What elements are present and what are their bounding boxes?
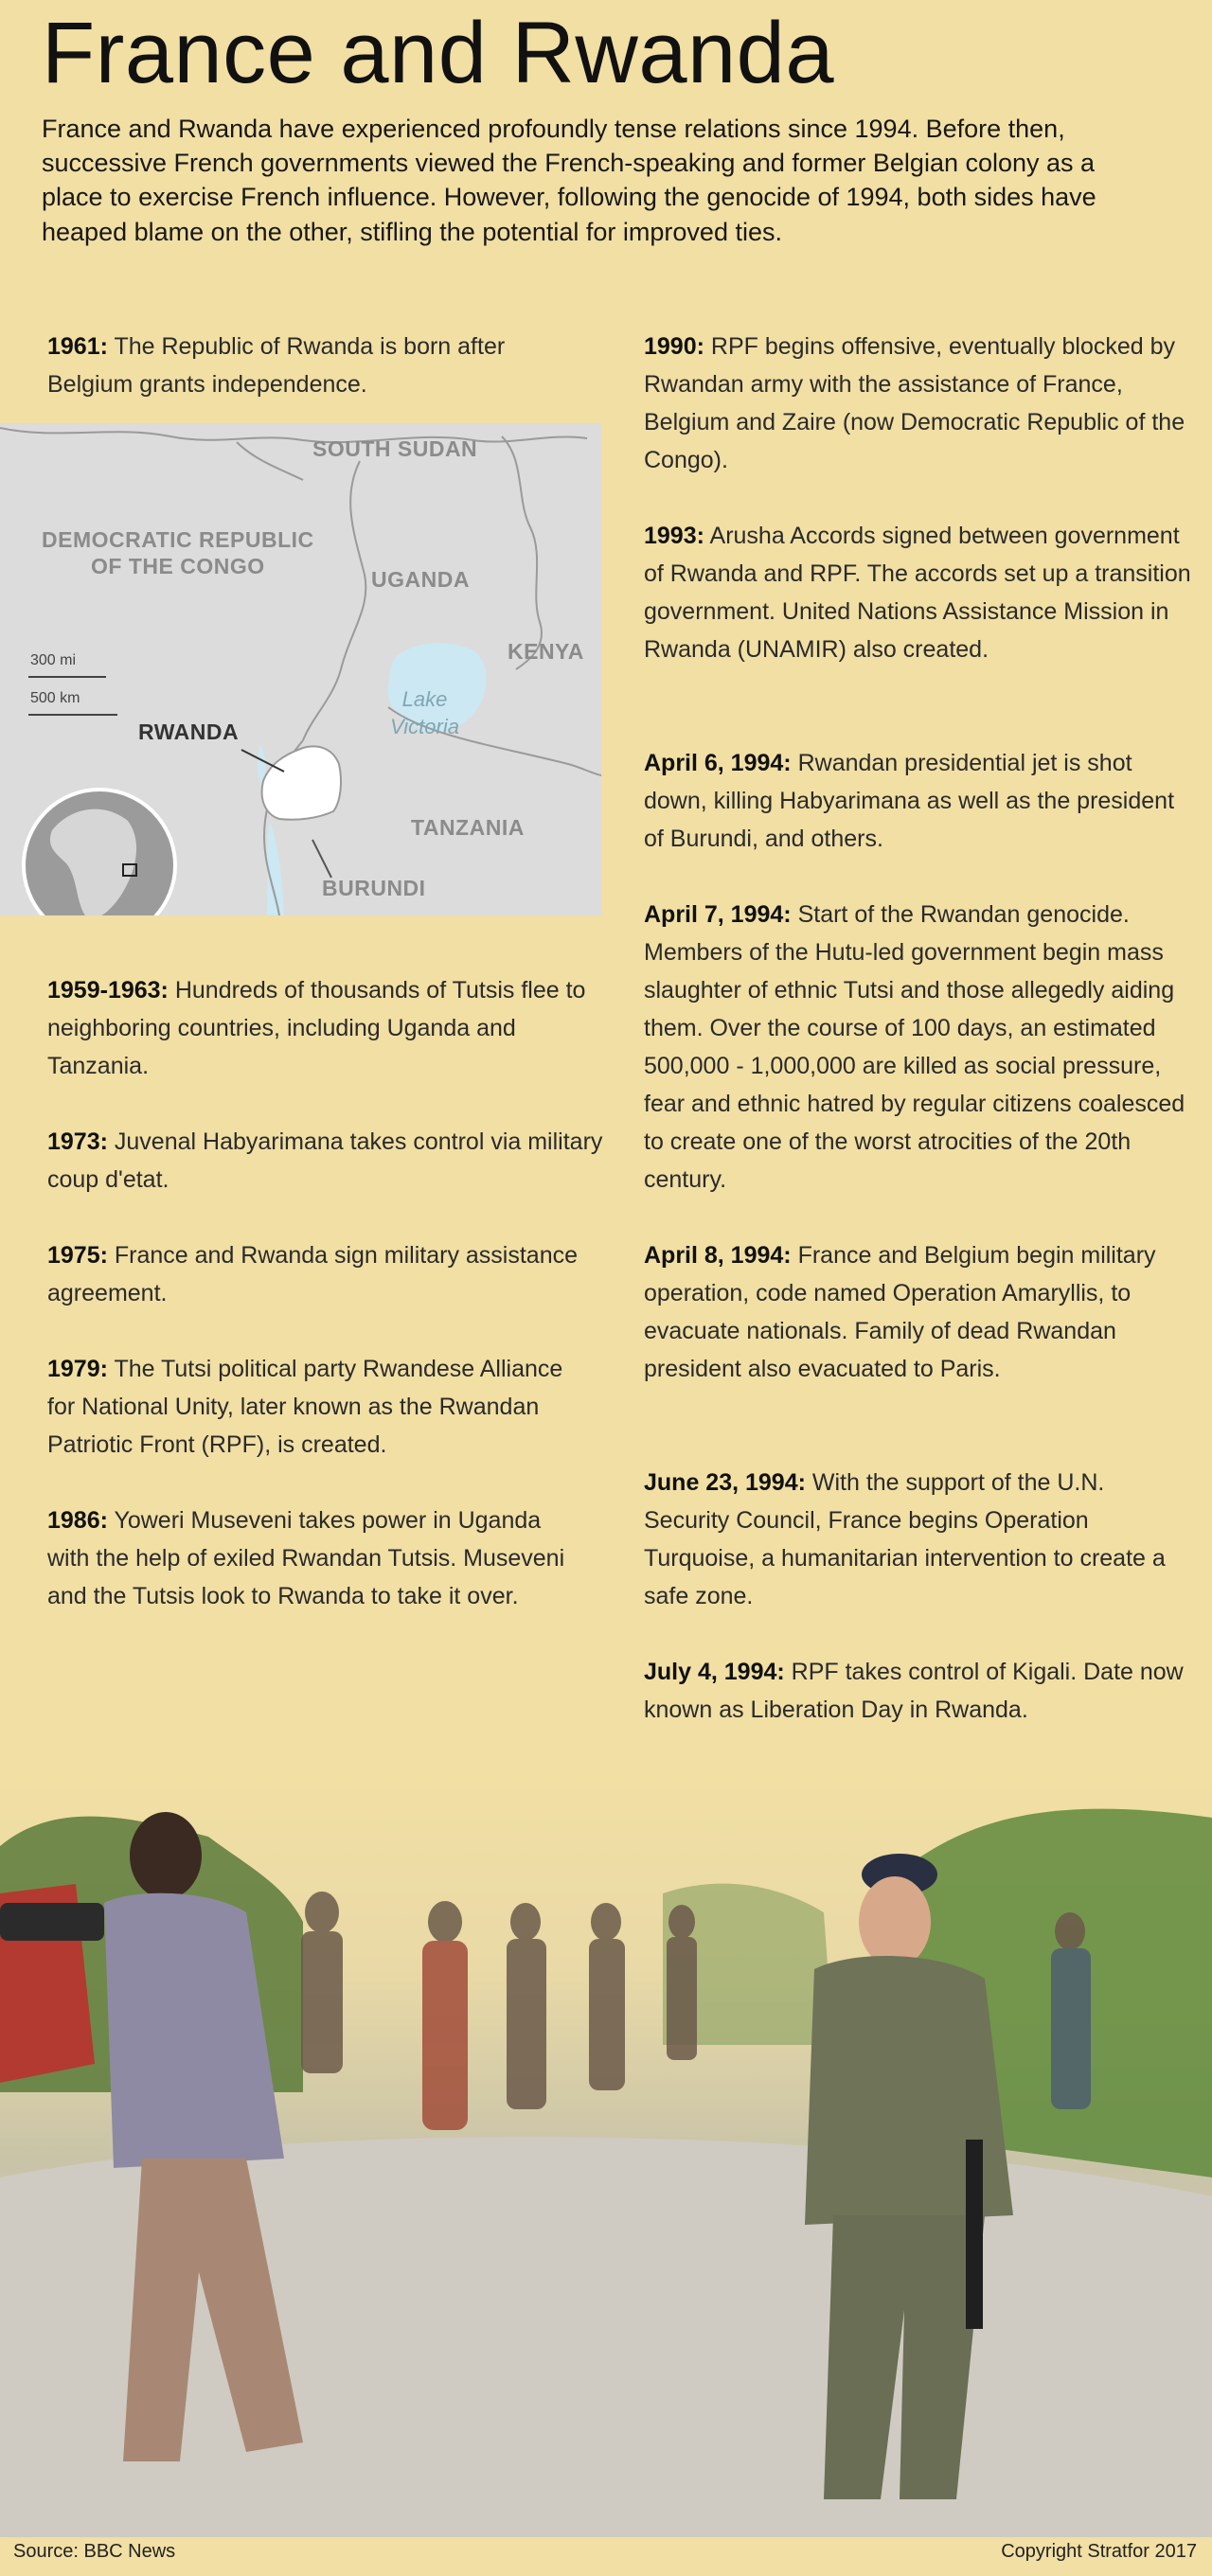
timeline-entry-1990 [644,328,1193,479]
entry-year: 1961: [47,333,108,360]
entry-year: 1986: [47,1507,108,1534]
label-kenya: KENYA [508,639,584,664]
entry-year: 1959-1963: [47,977,169,1004]
entry-text: France and Rwanda sign military assistance agreement. [47,1242,579,1306]
entry-year: April 8, 1994: [644,1242,792,1269]
label-drc: DEMOCRATIC REPUBLIC OF THE CONGO [42,527,314,578]
scale-label-km: 500 km [30,690,80,706]
entry-text: With the support of the U.N. Security Council, France begins Operation Turquoise, a humanitarian intervention to create a safe zone. [644,1469,1166,1609]
entry-year: 1975: [47,1242,108,1269]
entry-year: April 7, 1994: [644,901,792,928]
entry-year: July 4, 1994: [644,1659,785,1685]
entry-year: April 6, 1994: [644,750,792,776]
entry-text: Juvenal Habyarimana takes control via military coup d'etat. [47,1128,603,1193]
entry-text: RPF takes control of Kigali. Date now known as Liberation Day in Rwanda. [644,1659,1184,1723]
timeline-entry-1961 [47,328,578,403]
label-south-sudan: SOUTH SUDAN [312,436,478,461]
timeline-entry-1979 [47,1350,597,1464]
label-rwanda: RWANDA [138,720,240,744]
label-burundi: BURUNDI [322,876,426,900]
timeline-entry-april-6-1994 [644,744,1193,858]
entry-year: 1993: [644,523,704,549]
timeline-entry-april-7-1994 [644,896,1193,1199]
footer-copyright: Copyright Stratfor 2017 [1001,2541,1197,2562]
label-tanzania: TANZANIA [411,815,525,840]
entry-text: Rwandan presidential jet is shot down, killing Habyarimana as well as the president of Burundi, and others. [644,750,1175,852]
timeline-entry-april-8-1994 [644,1236,1193,1388]
entry-year: 1973: [47,1128,108,1155]
photo-camera [0,1903,104,1941]
entry-text: RPF begins offensive, eventually blocked by Rwandan army with the assistance of France, Belgium and Zaire (now Democratic Republic of the Congo). [644,333,1185,473]
label-uganda: UGANDA [371,567,470,592]
timeline-entry-1986 [47,1501,578,1615]
timeline-entry-1975 [47,1236,578,1312]
entry-year: 1979: [47,1356,108,1382]
timeline-entry-1973 [47,1123,615,1199]
label-lake-victoria: Lake Victoria [390,687,459,738]
entry-year: 1990: [644,333,704,360]
region-map [0,423,601,915]
photo-illustration [0,1780,1212,2537]
footer-source: Source: BBC News [13,2541,176,2562]
entry-text: Yoweri Museveni takes power in Uganda with the help of exiled Rwandan Tutsis. Museveni and the Tutsis look to Rwanda to take it over. [47,1507,565,1609]
map-graphic [0,423,601,915]
entry-year: June 23, 1994: [644,1469,806,1496]
entry-text: Start of the Rwandan genocide. Members of the Hutu-led government begin mass slaughter of ethnic Tutsi and those allegedly aiding them. Over the course of 100 days, an estimated 500,000 - 1,000,000 are killed as social pressure, fear and ethnic hatred by regular citizens coalesced to create one of the worst atrocities of the 20th century. [644,901,1185,1193]
timeline-entry-1993 [644,517,1193,668]
entry-text: Hundreds of thousands of Tutsis flee to neighboring countries, including Uganda and Tanzania. [47,977,586,1079]
timeline-entry-june-23-1994 [644,1464,1193,1615]
photo-soldiers-and-refugees [0,1780,1212,2537]
entry-text: France and Belgium begin military operation, code named Operation Amaryllis, to evacuate nationals. Family of dead Rwandan president also evacuated to Paris. [644,1242,1156,1382]
timeline-entry-july-4-1994 [644,1653,1193,1729]
entry-text: The Republic of Rwanda is born after Belgium grants independence. [47,333,506,398]
timeline-entry-1959 [47,971,615,1085]
entry-text: Arusha Accords signed between government of Rwanda and RPF. The accords set up a transition government. United Nations Assistance Mission in Rwanda (UNAMIR) also created. [644,523,1191,663]
scale-label-mi: 300 mi [30,652,77,668]
entry-text: The Tutsi political party Rwandese Alliance for National Unity, later known as the Rwandan Patriotic Front (RPF), is created. [47,1356,563,1458]
intro-paragraph: France and Rwanda have experienced profoundly tense relations since 1994. Before then, successive French governments viewed the French-speaking and former Belgian colony as a place to exercise French influence. However, following the genocide of 1994, both sides have heaped blame on the other, stifling the potential for improved ties. [42,115,1096,246]
page-title: France and Rwanda [42,5,834,101]
